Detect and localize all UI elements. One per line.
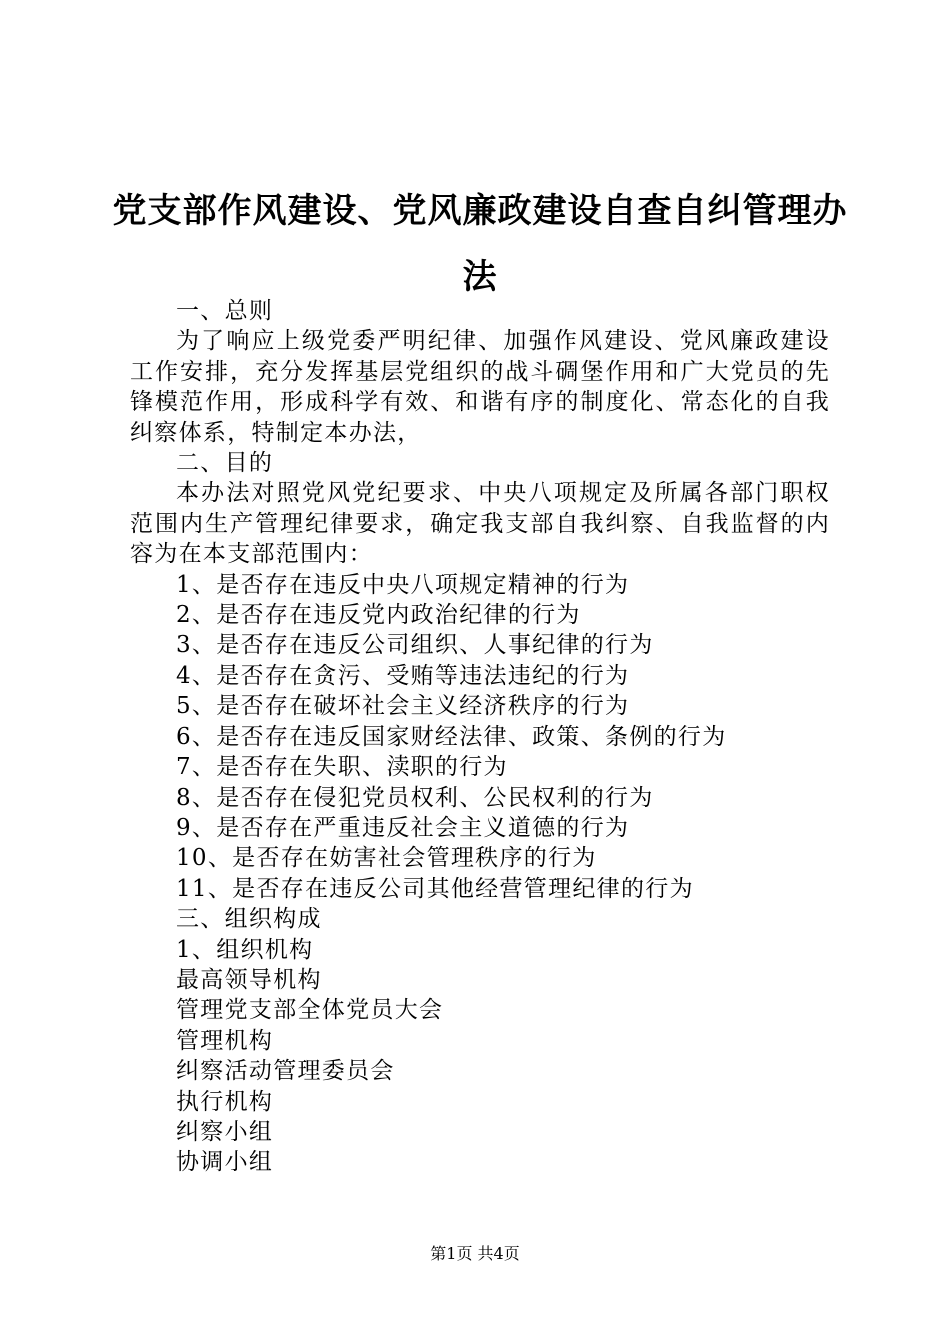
page-footer: 第1页 共4页 <box>430 1244 520 1263</box>
purpose-list-item: 4、是否存在贪污、受贿等违法违纪的行为 <box>176 662 630 689</box>
purpose-list-item: 8、是否存在侵犯党员权利、公民权利的行为 <box>176 784 654 811</box>
purpose-paragraph: 本办法对照党风党纪要求、中央八项规定及所属各部门职权范围内生产管理纪律要求，确定我支部自我纠察、自我监督的内容为在本支部范围内： <box>130 480 830 568</box>
org-line: 管理机构 <box>176 1027 274 1054</box>
general-paragraph: 为了响应上级党委严明纪律、加强作风建设、党风廉政建设工作安排，充分发挥基层党组织的战斗碉堡作用和广大党员的先锋模范作用，形成科学有效、和谐有序的制度化、常态化的自我纠察体系，特制定本办法， <box>130 328 830 446</box>
purpose-list-item: 2、是否存在违反党内政治纪律的行为 <box>176 602 581 629</box>
org-line: 协调小组 <box>176 1149 274 1176</box>
purpose-list-item: 7、是否存在失职、渎职的行为 <box>176 754 508 781</box>
org-line: 最高领导机构 <box>176 966 322 993</box>
purpose-list-item: 6、是否存在违反国家财经法律、政策、条例的行为 <box>176 723 727 750</box>
purpose-list-item: 9、是否存在严重违反社会主义道德的行为 <box>176 814 630 841</box>
purpose-list-item: 11、是否存在违反公司其他经营管理纪律的行为 <box>176 875 694 902</box>
org-line: 执行机构 <box>176 1088 274 1115</box>
purpose-list-item: 10、是否存在妨害社会管理秩序的行为 <box>176 845 597 872</box>
purpose-list-item: 5、是否存在破坏社会主义经济秩序的行为 <box>176 693 630 720</box>
purpose-list-item: 3、是否存在违反公司组织、人事纪律的行为 <box>176 632 654 659</box>
org-line: 纠察活动管理委员会 <box>176 1058 395 1085</box>
org-line: 1、组织机构 <box>176 936 314 963</box>
document-title: 党支部作风建设、党风廉政建设自查自纠管理办法 <box>112 191 848 297</box>
section-heading-purpose: 二、目的 <box>176 450 274 477</box>
section-heading-organization: 三、组织构成 <box>176 906 322 933</box>
document-body <box>130 296 830 1178</box>
org-line: 管理党支部全体党员大会 <box>176 997 444 1024</box>
org-line: 纠察小组 <box>176 1118 274 1145</box>
section-heading-general: 一、总则 <box>176 298 274 324</box>
purpose-list-item: 1、是否存在违反中央八项规定精神的行为 <box>176 571 630 598</box>
